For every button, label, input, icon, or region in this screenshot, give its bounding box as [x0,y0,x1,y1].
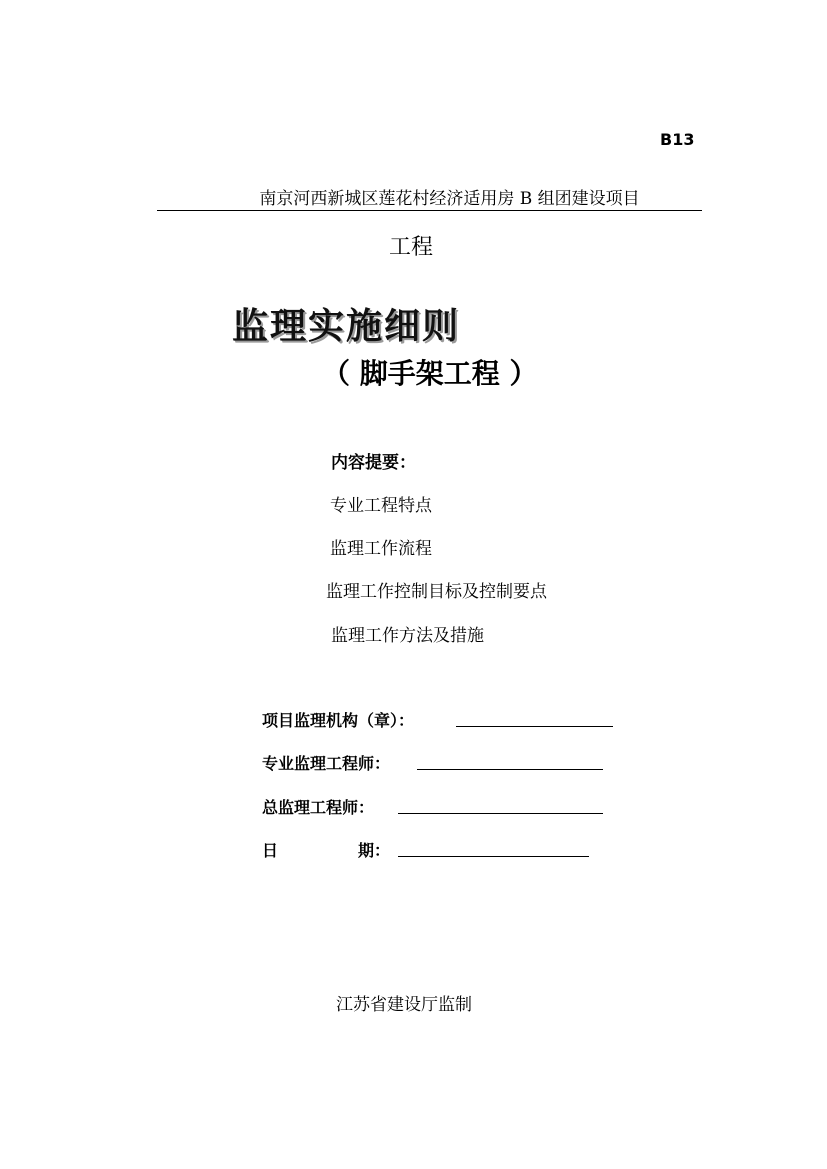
project-name: 南京河西新城区莲花村经济适用房 B 组团建设项目 [259,189,640,209]
org-label: 项目监理机构（章）： [262,711,415,730]
chief-label: 总监理工程师： [262,798,375,817]
contents-item: 监理工作流程 [330,539,432,559]
date-line [398,856,589,857]
project-suffix: 工程 [389,235,434,260]
contents-heading: 内容提要： [331,453,416,473]
document-code: B13 [660,130,695,149]
specialist-label: 专业监理工程师： [262,754,391,773]
contents-item: 专业工程特点 [330,496,432,516]
org-signature-line [456,726,613,727]
date-label-second: 期： [358,841,391,860]
contents-item: 监理工作控制目标及控制要点 [326,582,547,602]
sub-title: （ 脚手架工程 ） [322,357,538,390]
main-title: 监理实施细则 [232,306,461,347]
project-name-line [157,188,702,211]
date-label-first: 日 [262,841,279,860]
footer-issuer: 江苏省建设厅监制 [336,995,472,1015]
chief-signature-line [398,813,603,814]
specialist-signature-line [417,769,603,770]
contents-item: 监理工作方法及措施 [331,626,484,646]
